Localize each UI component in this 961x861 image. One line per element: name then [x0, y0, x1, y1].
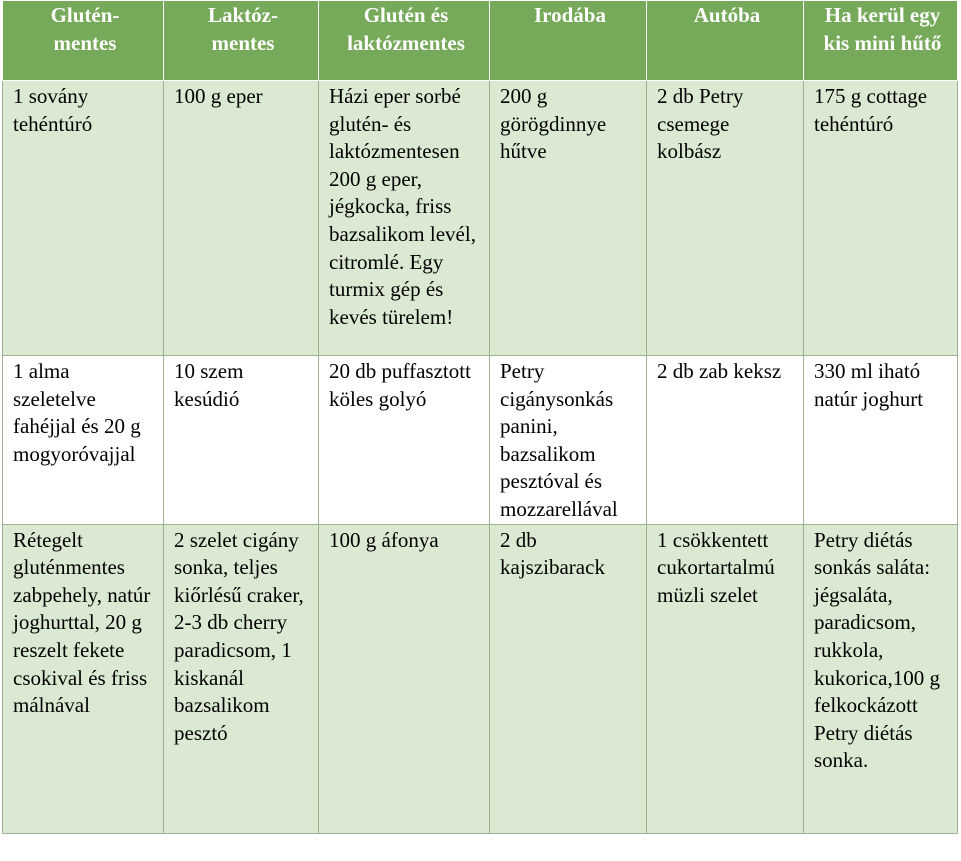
- table-cell: 2 db Petry csemege kolbász: [647, 81, 804, 356]
- table-cell: 100 g áfonya: [319, 524, 490, 833]
- table-cell: Rétegelt gluténmentes zabpehely, natúr joghurttal, 20 g reszelt fekete csokival és friss málnával: [3, 524, 164, 833]
- header-label: Glutén és laktózmentes: [347, 3, 465, 55]
- table-cell: 2 db kajszibarack: [490, 524, 647, 833]
- table-cell: 1 alma szeletelve fahéjjal és 20 g mogyoróvajjal: [3, 356, 164, 525]
- header-label: Irodába: [534, 3, 606, 27]
- table-cell: 2 szelet cigány sonka, teljes kiőrlésű craker, 2-3 db cherry paradicsom, 1 kiskanál bazsalikom pesztó: [164, 524, 319, 833]
- header-car: [647, 1, 804, 81]
- table-cell: Petry cigánysonkás panini, bazsalikom pesztóval és mozzarellával: [490, 356, 647, 525]
- table-cell: 1 csökkentett cukortartalmú müzli szelet: [647, 524, 804, 833]
- header-office: [490, 1, 647, 81]
- table-cell: 1 sovány tehéntúró: [3, 81, 164, 356]
- header-row: [3, 1, 958, 81]
- table-cell: 200 g görögdinnye hűtve: [490, 81, 647, 356]
- table-cell: 10 szem kesúdió: [164, 356, 319, 525]
- table-row: [3, 81, 958, 356]
- table-cell: Petry diétás sonkás saláta: jégsaláta, paradicsom, rukkola, kukorica,100 g felkockázott Petry diétás sonka.: [804, 524, 958, 833]
- table-row: [3, 356, 958, 525]
- table-cell: 175 g cottage tehéntúró: [804, 81, 958, 356]
- header-gluten-lactose-free: [319, 1, 490, 81]
- table-cell: 20 db puffasztott köles golyó: [319, 356, 490, 525]
- header-mini-fridge: [804, 1, 958, 81]
- table-cell: Házi eper sorbé glutén- és laktózmentesen 200 g eper, jégkocka, friss bazsalikom levél, citromlé. Egy turmix gép és kevés türelem!: [319, 81, 490, 356]
- header-label: Laktóz- mentes: [208, 3, 278, 55]
- meal-table: [2, 0, 958, 834]
- table-row: [3, 524, 958, 833]
- header-lactose-free: [164, 1, 319, 81]
- table-cell: 100 g eper: [164, 81, 319, 356]
- header-label: Ha kerül egy kis mini hűtő: [823, 3, 942, 55]
- header-label: Autóba: [693, 3, 761, 27]
- table-cell: 330 ml iható natúr joghurt: [804, 356, 958, 525]
- table-cell: 2 db zab keksz: [647, 356, 804, 525]
- header-label: Glutén- mentes: [50, 3, 120, 55]
- header-gluten-free: [3, 1, 164, 81]
